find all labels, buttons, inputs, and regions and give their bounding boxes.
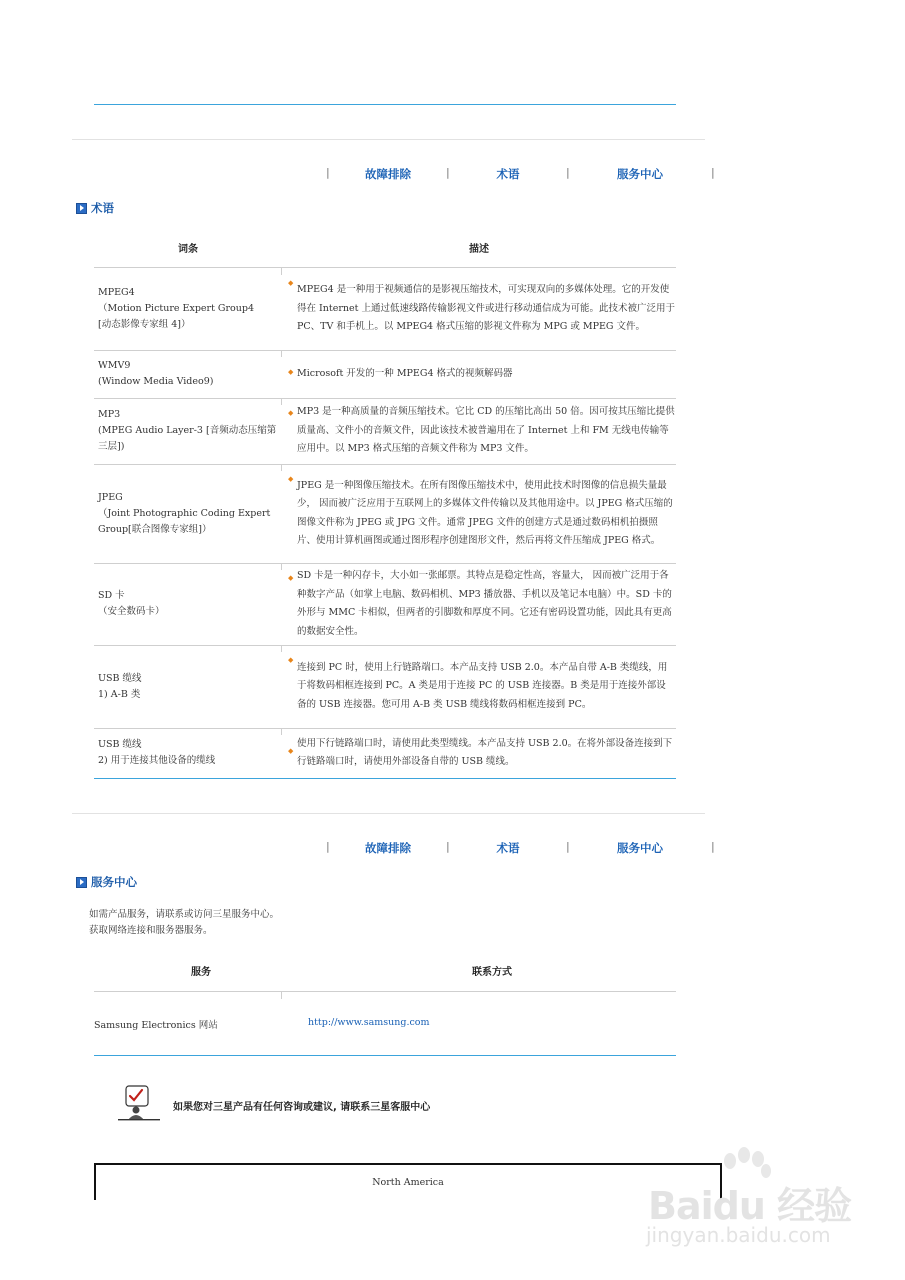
- glossary-row: [94, 728, 676, 778]
- glossary-term-line: MPEG4: [98, 287, 135, 298]
- glossary-term-line: USB 缆线: [98, 739, 142, 750]
- nav-separator: |: [446, 840, 450, 853]
- glossary-row: [94, 464, 676, 564]
- glossary-section-title: [76, 200, 114, 216]
- glossary-description: [288, 268, 675, 350]
- glossary-description-text: MPEG4 是一种用于视频通信的是影视压缩技术，可实现双向的多媒体处理。它的开发使得在 Internet 上通过低速线路传输影视文件或进行移动通信成为可能。此技术被广泛用于 PC、TV 和手机上。以 MPEG4 格式压缩的影视文件称为 MPG 或 MPEG 文件。: [297, 284, 675, 333]
- glossary-row: [94, 398, 676, 465]
- watermark-logo: Baidu 经验: [648, 1184, 852, 1228]
- note-text: 如果您对三星产品有任何咨询或建议, 请联系三星客服中心: [173, 1102, 431, 1113]
- nav-link-service-center[interactable]: 服务中心: [617, 841, 663, 855]
- watermark: [640, 1145, 890, 1265]
- glossary-bottom-rule: [94, 778, 676, 779]
- glossary-term: [98, 728, 278, 778]
- glossary-term-line: （安全数码卡）: [98, 606, 165, 617]
- bullet-icon: ◆: [288, 279, 294, 287]
- glossary-row: [94, 268, 676, 351]
- glossary-term: [98, 268, 278, 350]
- glossary-row: [94, 563, 676, 646]
- column-separator: [281, 728, 282, 735]
- bullet-icon: ◆: [288, 574, 294, 582]
- glossary-term-line: [动态影像专家组 4]）: [98, 319, 191, 330]
- bullet-icon: ◆: [288, 475, 294, 483]
- nav-link-troubleshooting[interactable]: 故障排除: [365, 841, 411, 855]
- glossary-term-line: 1) A-B 类: [98, 688, 141, 700]
- bullet-icon: ◆: [288, 747, 294, 755]
- nav-separator: |: [326, 166, 330, 179]
- glossary-term: [98, 645, 278, 728]
- glossary-row: [94, 645, 676, 729]
- section-divider: [72, 139, 705, 140]
- nav-separator: |: [711, 840, 715, 853]
- glossary-description-text: JPEG 是一种图像压缩技术。在所有图像压缩技术中，使用此技术时图像的信息损失量最少， 因而被广泛应用于互联网上的多媒体文件传输以及其他用途中。以 JPEG 格式压缩的图像文件称为 JPEG 或 JPG 文件。通常 JPEG 文件的创建方式是通过数码相机拍摄照片、使用计算机画图或通过图形程序创建图形文件，然后再将文件压缩成 JPEG 格式。: [297, 479, 673, 546]
- nav-link-service-center[interactable]: 服务中心: [617, 167, 663, 181]
- glossary-description: [288, 563, 675, 645]
- glossary-term: [98, 350, 278, 398]
- glossary-header-desc: 描述: [469, 244, 489, 255]
- consultant-icon: [118, 1085, 160, 1121]
- column-separator: [281, 645, 282, 652]
- glossary-term-line: 2) 用于连接其他设备的缆线: [98, 755, 216, 766]
- glossary-description-text: 连接到 PC 时，使用上行链路端口。本产品支持 USB 2.0。本产品自带 A-B 类缆线，用于将数码相框连接到 PC。A 类是用于连接 PC 的 USB 连接器。B 类是用于连接外部设备的 USB 连接器。您可用 A-B 类 USB 缆线将数码相框连接到 PC。: [297, 661, 668, 710]
- nav-separator: |: [446, 166, 450, 179]
- glossary-description: [288, 398, 675, 464]
- service-intro-line: 如需产品服务，请联系或访问三星服务中心。: [89, 909, 280, 920]
- nav-separator: |: [566, 840, 570, 853]
- service-section-title: [76, 874, 137, 890]
- service-header-rule: [94, 991, 676, 992]
- nav-bar: [320, 166, 720, 182]
- nav-bar: [320, 840, 720, 856]
- top-blue-rule: [94, 104, 676, 105]
- region-label: North America: [372, 1177, 444, 1188]
- glossary-term-line: MP3: [98, 409, 121, 420]
- glossary-description: [288, 350, 675, 398]
- glossary-term-line: （Joint Photographic Coding Expert Group[联合图像专家组]）: [98, 507, 271, 535]
- column-separator: [281, 398, 282, 405]
- glossary-term-line: WMV9: [98, 360, 131, 371]
- service-header-contact: 联系方式: [472, 967, 512, 978]
- glossary-term-line: (Window Media Video9): [98, 376, 214, 387]
- bullet-icon: ◆: [288, 409, 294, 417]
- glossary-description-text: 使用下行链路端口时，请使用此类型缆线。本产品支持 USB 2.0。在将外部设备连接到下行链路端口时，请使用外部设备自带的 USB 缆线。: [297, 737, 673, 767]
- bullet-icon: ◆: [288, 368, 294, 376]
- section-arrow-icon: [76, 877, 87, 888]
- nav-link-terms[interactable]: 术语: [496, 167, 520, 181]
- column-separator: [281, 464, 282, 471]
- column-separator: [281, 268, 282, 275]
- glossary-description: [288, 728, 675, 778]
- glossary-title-text: 术语: [91, 201, 114, 215]
- glossary-term: [98, 563, 278, 645]
- glossary-term-line: JPEG: [98, 491, 123, 503]
- bullet-icon: ◆: [288, 656, 294, 664]
- glossary-description-text: MP3 是一种高质量的音频压缩技术。它比 CD 的压缩比高出 50 倍。因可按其压缩比提供质量高、文件小的音频文件，因此该技术被普遍用在了 Internet 上和 FM 无线电传输等应用中。以 MP3 格式压缩的音频文件称为 MP3 文件。: [297, 406, 675, 455]
- glossary-description: [288, 464, 675, 563]
- glossary-description-text: Microsoft 开发的一种 MPEG4 格式的视频解码器: [297, 367, 513, 379]
- nav-separator: |: [711, 166, 715, 179]
- nav-separator: |: [326, 840, 330, 853]
- region-box: [94, 1163, 722, 1200]
- nav-separator: |: [566, 166, 570, 179]
- column-separator: [281, 563, 282, 570]
- nav-link-troubleshooting[interactable]: 故障排除: [365, 167, 411, 181]
- glossary-term-line: USB 缆线: [98, 672, 142, 684]
- glossary-row: [94, 350, 676, 399]
- glossary-term: [98, 464, 278, 563]
- service-header-service: 服务: [191, 967, 211, 978]
- glossary-header-term: 词条: [178, 244, 198, 255]
- glossary-description: [288, 645, 675, 728]
- service-col-separator: [281, 991, 282, 999]
- glossary-term-line: （Motion Picture Expert Group4: [98, 303, 254, 314]
- section-arrow-icon: [76, 203, 87, 214]
- glossary-term-line: (MPEG Audio Layer-3 [音频动态压缩第三层]): [98, 425, 277, 452]
- glossary-term-line: SD 卡: [98, 590, 125, 601]
- service-title-text: 服务中心: [91, 875, 137, 889]
- glossary-description-text: SD 卡是一种闪存卡，大小如一张邮票。其特点是稳定性高，容量大， 因而被广泛用于各种数字产品（如掌上电脑、数码相机、MP3 播放器、手机以及笔记本电脑）中。SD 卡的外形与 MMC 卡相似，但两者的引脚数和厚度不同。它还有密码设置功能，因此具有更高的数据安全性。: [297, 570, 672, 637]
- service-bottom-rule: [94, 1055, 676, 1056]
- service-intro: [89, 907, 279, 939]
- service-row-name: Samsung Electronics 网站: [94, 1020, 218, 1031]
- glossary-term: [98, 398, 278, 464]
- section-divider: [72, 813, 705, 814]
- service-intro-line: 获取网络连接和服务器服务。: [89, 925, 213, 936]
- watermark-url: jingyan.baidu.com: [646, 1223, 831, 1247]
- nav-link-terms[interactable]: 术语: [496, 841, 520, 855]
- service-row-link[interactable]: http://www.samsung.com: [308, 1017, 430, 1028]
- column-separator: [281, 350, 282, 357]
